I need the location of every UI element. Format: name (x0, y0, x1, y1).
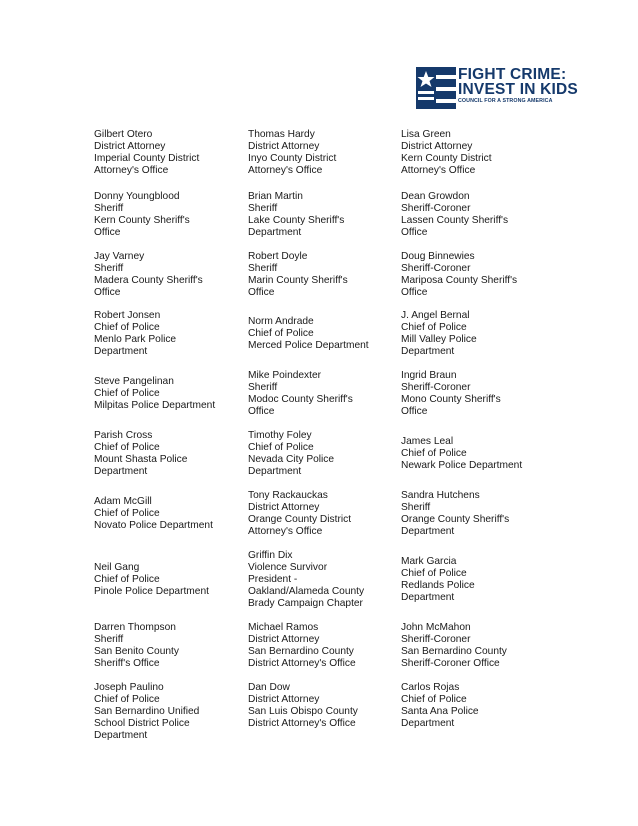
signatory-entry (248, 370, 398, 418)
entry-name: Dan Dow (248, 682, 290, 693)
fight-crime-logo (416, 67, 591, 109)
entry-line: Marin County Sheriff's (248, 275, 348, 286)
entry-line: Office (401, 406, 428, 417)
entry-line: Sheriff-Coroner (401, 634, 471, 645)
entry-line: Nevada City Police (248, 454, 335, 465)
signatory-entry (94, 191, 244, 239)
entry-name: Joseph Paulino (94, 682, 164, 693)
signatory-entry (94, 251, 244, 299)
logo-title-line2: INVEST IN KIDS (458, 81, 578, 98)
entry-line: San Bernardino County (248, 646, 354, 657)
entry-line: Lassen County Sheriff's (401, 215, 509, 226)
entry-name: Ingrid Braun (401, 370, 457, 381)
entry-line: Office (401, 227, 428, 238)
entry-line: District Attorney (248, 502, 320, 513)
entry-line: Sheriff (94, 263, 124, 274)
logo-title-line1: FIGHT CRIME: (458, 66, 567, 83)
signatory-entry (248, 622, 398, 670)
logo-subtitle: COUNCIL FOR A STRONG AMERICA (458, 98, 553, 104)
entry-name: Lisa Green (401, 129, 451, 140)
signatory-entry (401, 436, 551, 472)
signatory-entry (248, 430, 398, 478)
entry-line: Mono County Sheriff's (401, 394, 501, 405)
entry-line: School District Police (94, 718, 190, 729)
entry-line: San Bernardino Unified (94, 706, 200, 717)
entry-name: Robert Jonsen (94, 310, 161, 321)
entry-name: Mike Poindexter (248, 370, 322, 381)
entry-line: District Attorney's Office (248, 718, 356, 729)
entry-line: San Benito County (94, 646, 179, 657)
entry-name: Tony Rackauckas (248, 490, 328, 501)
entry-line: Department (94, 730, 148, 741)
signatory-entry (94, 622, 244, 670)
signatory-entry (94, 376, 244, 412)
entry-name: Dean Growdon (401, 191, 470, 202)
entry-line: Novato Police Department (94, 520, 213, 531)
signatory-entry (248, 316, 398, 352)
entry-name: Michael Ramos (248, 622, 319, 633)
entry-line: Kern County District (401, 153, 492, 164)
signatory-entry (248, 682, 398, 730)
signatory-entry (248, 490, 398, 538)
entry-line: Sheriff-Coroner (401, 382, 471, 393)
entry-line: Office (94, 227, 121, 238)
entry-name: Sandra Hutchens (401, 490, 480, 501)
entry-line: Chief of Police (94, 508, 160, 519)
entry-line: Attorney's Office (248, 526, 323, 537)
entry-name: John McMahon (401, 622, 471, 633)
entry-line: Sheriff (248, 382, 278, 393)
entry-line: Sheriff (94, 634, 124, 645)
signatory-entry (401, 556, 551, 604)
entry-name: Thomas Hardy (248, 129, 315, 140)
entry-line: Chief of Police (94, 322, 160, 333)
entry-name: Griffin Dix (248, 550, 293, 561)
entry-line: Newark Police Department (401, 460, 523, 471)
signatory-entry (248, 550, 398, 610)
entry-line: Chief of Police (94, 694, 160, 705)
entry-line: Department (94, 346, 148, 357)
signatory-entry (94, 562, 244, 598)
entry-line: Orange County Sheriff's (401, 514, 510, 525)
signatory-entry (401, 129, 551, 177)
entry-name: Carlos Rojas (401, 682, 460, 693)
entry-line: Chief of Police (401, 448, 467, 459)
entry-name: Gilbert Otero (94, 129, 153, 140)
entry-line: Chief of Police (94, 574, 160, 585)
entry-line: Santa Ana Police (401, 706, 479, 717)
entry-line: Redlands Police (401, 580, 475, 591)
signatory-entry (94, 129, 244, 177)
entry-line: Mount Shasta Police (94, 454, 188, 465)
signatory-entry (401, 682, 551, 730)
entry-line: Office (248, 406, 275, 417)
entry-line: San Bernardino County (401, 646, 507, 657)
entry-line: Imperial County District (94, 153, 200, 164)
entry-line: Sheriff (248, 203, 278, 214)
entry-name: Timothy Foley (248, 430, 312, 441)
entry-name: Mark Garcia (401, 556, 457, 567)
entry-name: Parish Cross (94, 430, 153, 441)
entry-name: Donny Youngblood (94, 191, 180, 202)
entry-line: Sheriff-Coroner Office (401, 658, 500, 669)
signatory-entry (94, 310, 244, 358)
entry-line: Mariposa County Sheriff's (401, 275, 518, 286)
entry-line: Office (94, 287, 121, 298)
entry-line: District Attorney (401, 141, 473, 152)
entry-line: Department (401, 718, 455, 729)
entry-line: Sheriff (94, 203, 124, 214)
entry-line: Department (401, 526, 455, 537)
entry-line: President - (248, 574, 298, 585)
entry-line: District Attorney (248, 141, 320, 152)
entry-name: Darren Thompson (94, 622, 176, 633)
signatory-entry (94, 682, 244, 742)
entry-name: James Leal (401, 436, 454, 447)
entry-line: Sheriff (401, 502, 431, 513)
entry-line: Office (248, 287, 275, 298)
entry-name: Jay Varney (94, 251, 145, 262)
signatory-entry (94, 430, 244, 478)
signatory-entry (248, 191, 398, 239)
signatory-entry (401, 490, 551, 538)
entry-line: Sheriff-Coroner (401, 263, 471, 274)
entry-line: District Attorney (94, 141, 166, 152)
entry-line: Sheriff's Office (94, 658, 160, 669)
entry-line: San Luis Obispo County (248, 706, 358, 717)
entry-line: District Attorney (248, 634, 320, 645)
entry-line: District Attorney (248, 694, 320, 705)
entry-line: Brady Campaign Chapter (248, 598, 363, 609)
entry-line: Attorney's Office (401, 165, 476, 176)
entry-line: Inyo County District (248, 153, 337, 164)
entry-line: Chief of Police (94, 442, 160, 453)
entry-name: Neil Gang (94, 562, 140, 573)
entry-line: Attorney's Office (94, 165, 169, 176)
entry-line: Menlo Park Police (94, 334, 177, 345)
entry-line: Sheriff-Coroner (401, 203, 471, 214)
entry-line: Lake County Sheriff's (248, 215, 345, 226)
entry-line: Milpitas Police Department (94, 400, 216, 411)
entry-line: Merced Police Department (248, 340, 369, 351)
entry-line: Department (401, 346, 455, 357)
entry-line: Attorney's Office (248, 165, 323, 176)
signatory-entry (248, 129, 398, 177)
signatory-entry (401, 310, 551, 358)
signatory-entry (401, 251, 551, 299)
flag-logo-icon (416, 67, 456, 109)
entry-line: Chief of Police (248, 442, 314, 453)
signatory-entry (401, 622, 551, 670)
entry-line: Chief of Police (401, 568, 467, 579)
entry-line: Department (248, 227, 302, 238)
entry-line: District Attorney's Office (248, 658, 356, 669)
entry-line: Modoc County Sheriff's (248, 394, 353, 405)
entry-name: Robert Doyle (248, 251, 308, 262)
signatory-entry (248, 251, 398, 299)
entry-line: Department (94, 466, 148, 477)
signatory-entry (94, 496, 244, 532)
entry-name: Doug Binnewies (401, 251, 475, 262)
entry-name: Adam McGill (94, 496, 152, 507)
entry-line: Chief of Police (401, 322, 467, 333)
entry-line: Kern County Sheriff's (94, 215, 190, 226)
entry-line: Department (248, 466, 302, 477)
entry-line: Chief of Police (401, 694, 467, 705)
entry-name: Norm Andrade (248, 316, 314, 327)
entry-line: Oakland/Alameda County (248, 586, 365, 597)
entry-line: Chief of Police (248, 328, 314, 339)
entry-line: Office (401, 287, 428, 298)
entry-line: Violence Survivor (248, 562, 328, 573)
signatory-entry (401, 191, 551, 239)
entry-line: Madera County Sheriff's (94, 275, 203, 286)
entry-name: Brian Martin (248, 191, 303, 202)
signatory-entry (401, 370, 551, 418)
entry-line: Chief of Police (94, 388, 160, 399)
entry-line: Sheriff (248, 263, 278, 274)
entry-line: Pinole Police Department (94, 586, 209, 597)
entry-line: Mill Valley Police (401, 334, 477, 345)
entry-line: Department (401, 592, 455, 603)
entry-name: J. Angel Bernal (401, 310, 470, 321)
entry-name: Steve Pangelinan (94, 376, 174, 387)
entry-line: Orange County District (248, 514, 352, 525)
